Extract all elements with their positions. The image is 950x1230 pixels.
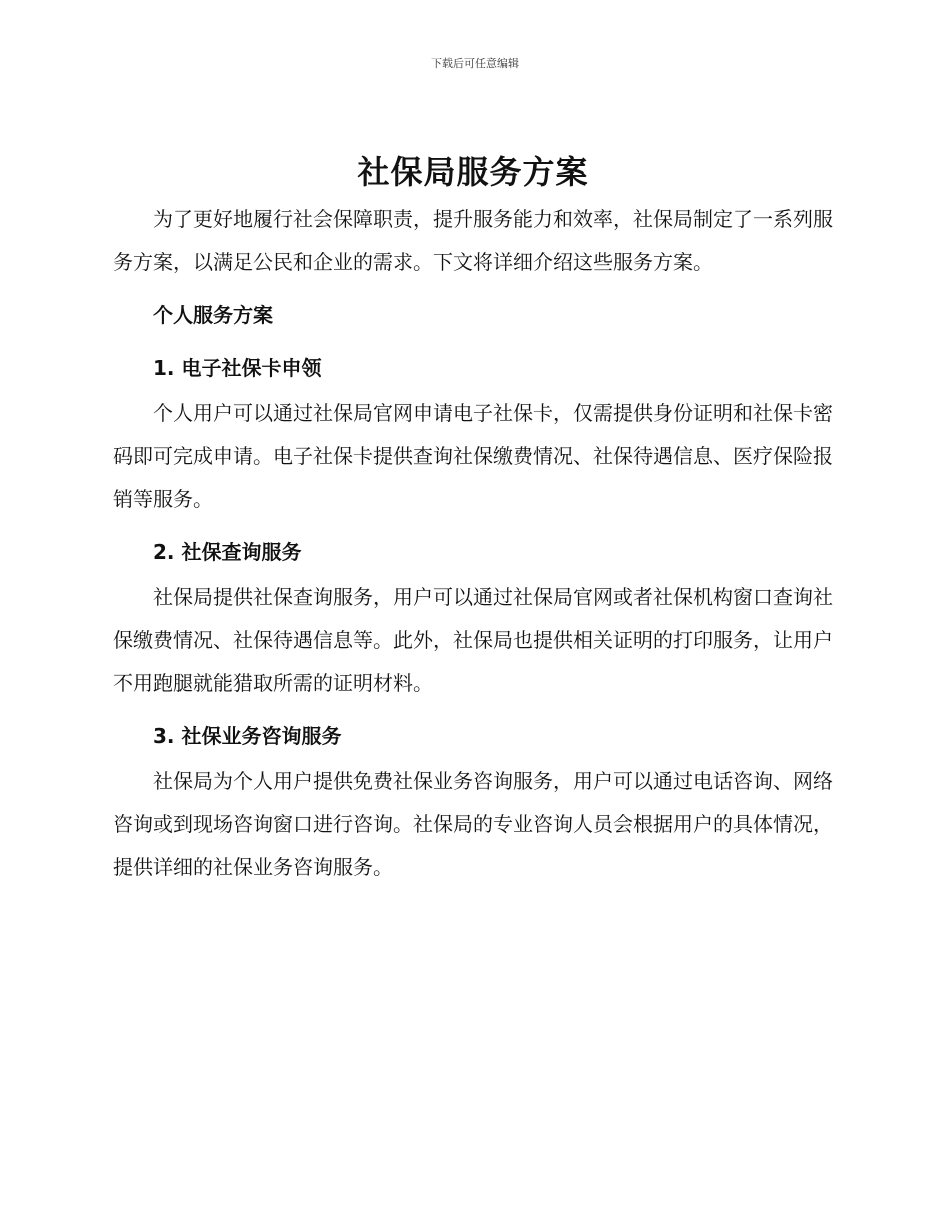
header-note: 下载后可任意编辑: [431, 57, 519, 70]
item-paragraph-3: 社保局为个人用户提供免费社保业务咨询服务，用户可以通过电话咨询、网络咨询或到现场咨询窗口进行咨询。社保局的专业咨询人员会根据用户的具体情况，提供详细的社保业务咨询服务。: [113, 769, 833, 879]
document-title: 社保局服务方案: [357, 153, 589, 191]
section-title: 个人服务方案: [153, 303, 273, 327]
document-body: [113, 150, 833, 889]
item-heading-1: 1. 电子社保卡申领: [153, 356, 322, 380]
item-heading-2: 2. 社保查询服务: [153, 540, 302, 564]
item-heading-3: 3. 社保业务咨询服务: [153, 724, 342, 748]
intro-paragraph: 为了更好地履行社会保障职责，提升服务能力和效率，社保局制定了一系列服务方案，以满足公民和企业的需求。下文将详细介绍这些服务方案。: [113, 207, 833, 274]
item-paragraph-2: 社保局提供社保查询服务，用户可以通过社保局官网或者社保机构窗口查询社保缴费情况、社保待遇信息等。此外，社保局也提供相关证明的打印服务，让用户不用跑腿就能猎取所需的证明材料。: [113, 585, 833, 695]
item-paragraph-1: 个人用户可以通过社保局官网申请电子社保卡，仅需提供身份证明和社保卡密码即可完成申请。电子社保卡提供查询社保缴费情况、社保待遇信息、医疗保险报销等服务。: [113, 401, 833, 511]
